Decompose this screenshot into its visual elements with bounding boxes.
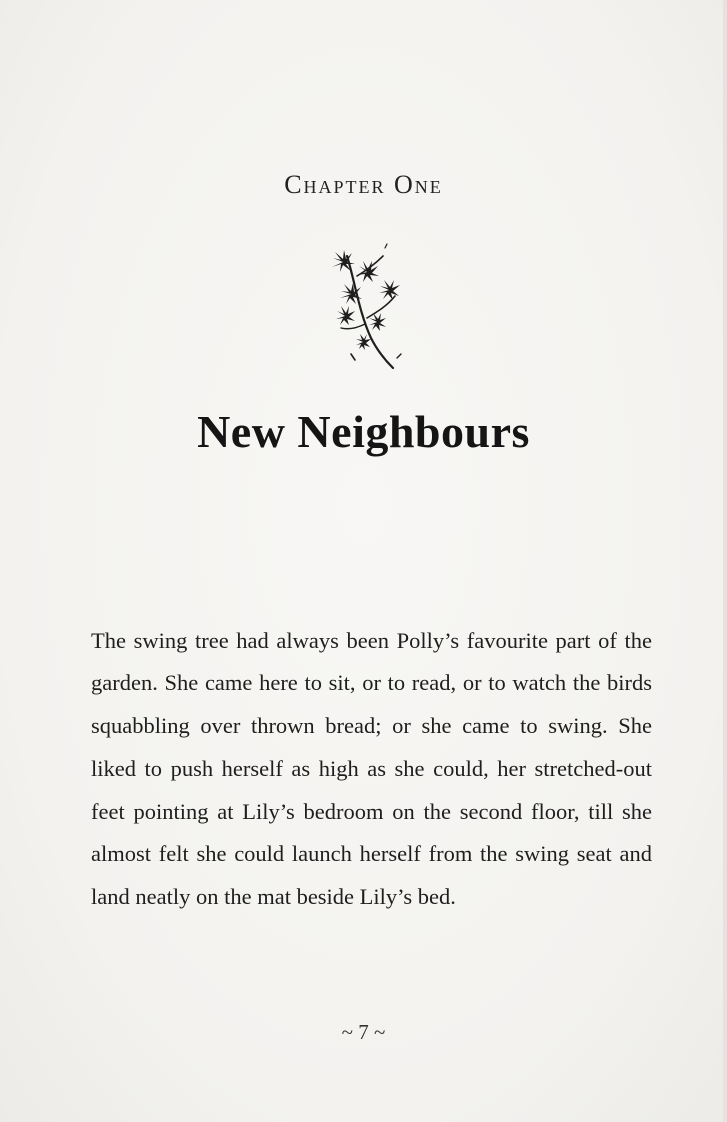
- plant-sprig-icon: [327, 242, 411, 374]
- page-number: ~ 7 ~: [341, 1020, 386, 1044]
- chapter-heading: Chapter One: [284, 170, 443, 199]
- body-paragraph: The swing tree had always been Polly’s favourite part of the garden. She came here to sit, or to read, or to watch the birds squabbling over thrown bread; or she came to swing. She liked to push herself as high as she could, her stretched-out feet pointing at Lily’s bedroom on the second floor, till she almost felt she could launch herself from the swing seat and land neatly on the mat beside Lily’s bed.: [91, 627, 652, 910]
- chapter-title: New Neighbours: [197, 406, 530, 457]
- page-edge: [723, 0, 727, 1122]
